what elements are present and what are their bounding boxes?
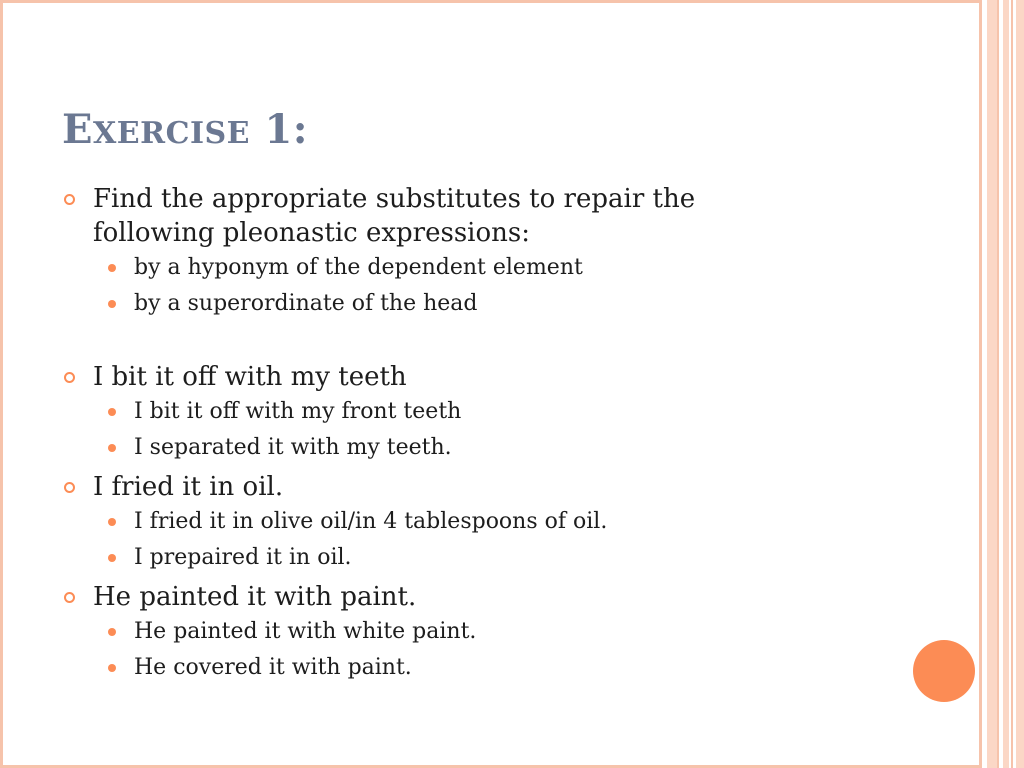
bullet-text: He covered it with paint. [134,655,412,680]
right-stripe-4 [1003,0,1009,768]
bullet-level1 [62,470,772,504]
slide-title [62,104,308,160]
dot-bullet-icon [108,518,116,526]
left-border-line [0,0,3,768]
dot-bullet-icon [108,628,116,636]
bullet-level1 [62,360,772,394]
ring-bullet-icon [64,194,75,205]
bullet-text: I fried it in olive oil/in 4 tablespoons of oil. [134,509,608,534]
bullet-level2 [62,250,772,286]
bullet-content [62,182,772,686]
dot-bullet-icon [108,264,116,272]
ring-bullet-icon [64,482,75,493]
bullet-text: He painted it with paint. [93,582,417,612]
right-stripe-3 [997,0,999,768]
right-stripe-6 [1016,0,1024,768]
dot-bullet-icon [108,444,116,452]
bullet-level2 [62,540,772,576]
right-stripe-5 [1011,0,1013,768]
dot-bullet-icon [108,408,116,416]
right-stripe-2 [987,0,997,768]
bullet-level2 [62,286,772,322]
ring-bullet-icon [64,372,75,383]
bullet-text-line1: Find the appropriate substitutes to repair the [93,184,696,214]
dot-bullet-icon [108,554,116,562]
dot-bullet-icon [108,664,116,672]
bullet-level2 [62,430,772,466]
bullet-level2 [62,394,772,430]
bullet-level1 [62,182,772,250]
top-border-line [0,0,980,3]
title-initial: E [62,106,93,153]
right-stripe-1 [979,0,982,768]
bullet-level1 [62,580,772,614]
title-rest: XERCISE [93,116,251,151]
bullet-text: by a superordinate of the head [134,291,478,316]
bullet-text: I separated it with my teeth. [134,435,452,460]
bullet-text: He painted it with white paint. [134,619,477,644]
dot-bullet-icon [108,300,116,308]
ring-bullet-icon [64,592,75,603]
bullet-level2 [62,614,772,650]
bullet-text: I bit it off with my teeth [93,362,407,392]
bullet-text: by a hyponym of the dependent element [134,255,583,280]
bullet-level2 [62,650,772,686]
title-suffix: 1: [250,106,309,153]
bullet-text: I prepaired it in oil. [134,545,352,570]
bullet-text: I bit it off with my front teeth [134,399,462,424]
bullet-level2 [62,504,772,540]
decorative-circle [913,640,975,702]
bullet-text: I fried it in oil. [93,472,284,502]
bullet-text-line2: following pleonastic expressions: [93,218,530,248]
